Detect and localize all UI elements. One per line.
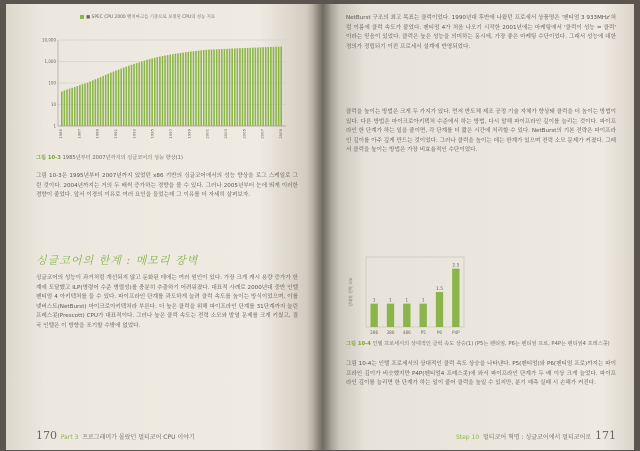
performance-bar xyxy=(113,72,115,126)
y-tick-label: 1,000 xyxy=(44,59,56,64)
performance-bar xyxy=(255,48,257,126)
x-category-label: P5 xyxy=(420,330,426,335)
performance-bar xyxy=(180,53,182,126)
performance-bar xyxy=(151,58,153,126)
performance-bar xyxy=(95,79,97,126)
performance-bar xyxy=(107,74,109,126)
performance-bar xyxy=(61,92,63,126)
performance-bar xyxy=(239,48,241,126)
performance-bar xyxy=(74,87,76,126)
bar-value-label: 1.5 xyxy=(436,287,443,292)
chart1-legend xyxy=(80,14,215,20)
performance-bar xyxy=(105,75,107,126)
performance-bar xyxy=(136,63,138,126)
x-tick-label: 1993 xyxy=(131,129,137,139)
caption-text: 1985년부터 2007년까지의 싱글코어의 성능 향상(1) xyxy=(62,155,183,161)
performance-bar xyxy=(120,69,122,126)
x-category-label: P6 xyxy=(436,330,443,335)
right-paragraph-3: 그림 10-4는 인텔 프로세서의 상대적인 클럭 속도 상승을 나타낸다. P5(펜티엄)와 P6(펜티엄 프로)까지는 파이프라인 깊이가 비슷했지만 P4P(펜티엄4 프레스콧)에 와서 파이프라인 단계가 두 배 이상 크게 늘었다. 파이프라인 깊이를 늘리면 한 단계가 하는 일이 줄어 클럭을 높일 수 있지만, 분기 예측 실패 시 손해가 커진다. xyxy=(346,361,616,387)
x-category-label: 286 xyxy=(370,330,379,335)
performance-bar xyxy=(195,51,197,126)
x-category-label: 486 xyxy=(402,330,411,335)
performance-bar xyxy=(185,52,187,126)
performance-bar xyxy=(270,47,272,126)
performance-bar xyxy=(167,55,169,126)
performance-bar xyxy=(218,49,220,126)
y-tick-label: 10,000 xyxy=(42,37,56,43)
performance-bar xyxy=(175,54,177,126)
section-title: 싱글코어의 한계 : 메모리 장벽 xyxy=(36,254,199,267)
right-page-number: 171 xyxy=(595,429,616,442)
performance-bar xyxy=(87,83,89,126)
clock-bar xyxy=(403,304,410,327)
performance-bar xyxy=(216,49,218,126)
performance-bar xyxy=(102,76,104,126)
performance-bar xyxy=(123,68,125,126)
right-paragraph-2: 클럭을 높이는 방법은 크게 두 가지가 있다. 먼저 반도체 제조 공정 기술 자체가 향상돼 클럭을 더 높이는 방법이 있다. 다른 방법은 마이크로아키텍처 수준에서 하는 방법, 다시 말해 파이프라인 깊이를 늘리는 것이다. 파이프라인 한 단계가 하는 일을 줄이면, 각 단계를 더 짧은 시간에 처리할 수 있다. NetBurst의 기본 전략은 파이프라인 깊이를 아주 깊게 만드는 것이었다. 그러나 클럭을 높이는 데는 한계가 있으며 전력 소모 문제가 커졌다. 그래서 클럭을 높이는 방법은 가장 비효율적인 수단이었다. xyxy=(346,109,616,154)
x-tick-label: 1985 xyxy=(58,129,63,139)
performance-bar xyxy=(229,49,231,126)
bar-value-label: 1 xyxy=(372,298,376,304)
y-tick-label: 10 xyxy=(50,102,56,107)
caption2-label: 그림 10-4 xyxy=(346,341,371,347)
left-footer-title: 프로그래머가 몰랐던 멀티코어 CPU 이야기 xyxy=(82,434,195,441)
right-footer-step: Step 10 xyxy=(455,434,480,441)
chart1-legend-text: ■ SPEC CPU 2000 벤치마크를 기준으로 보정된 CPU의 성능 지표 xyxy=(86,15,216,20)
x-tick-label: 1997 xyxy=(168,129,173,139)
bar-value-label: 1 xyxy=(405,298,409,304)
figure-10-3-caption xyxy=(36,154,296,162)
performance-bar xyxy=(252,48,254,126)
left-footer xyxy=(36,429,195,442)
x-tick-label: 1995 xyxy=(149,129,155,139)
performance-bar xyxy=(89,81,91,126)
performance-bar xyxy=(172,54,174,126)
performance-bar xyxy=(242,48,244,126)
right-footer-title: 멀티코어 혁명 : 싱글코어에서 멀티코어로 xyxy=(482,434,592,441)
performance-bar xyxy=(115,71,117,126)
clock-bar xyxy=(387,304,394,327)
y-tick-label: 1 xyxy=(53,123,56,129)
performance-bar xyxy=(247,48,249,126)
x-tick-label: 2003 xyxy=(223,129,228,139)
clock-bar xyxy=(419,304,426,327)
performance-bar xyxy=(278,47,280,126)
clock-bar xyxy=(436,292,443,327)
performance-bar xyxy=(200,50,202,126)
x-tick-label: 2005 xyxy=(241,129,247,139)
x-category-label: P4P xyxy=(451,330,460,335)
performance-bar xyxy=(177,53,179,126)
performance-bar xyxy=(203,50,205,126)
right-footer xyxy=(456,429,616,442)
left-paragraph-2: 싱글코어의 성능이 과거처럼 개선되지 않고 둔화된 데에는 여러 원인이 있다. 가장 크게 캐시 용량 증가가 한계에 도달했고 ILP(명령어 수준 병렬성)를 충분히 추출하기 어려워졌다. 대표적 사례로 2000년대 중반 인텔 펜티엄 4 아키텍처를 들 수 있다. 파이프라인 단계를 과도하게 늘려 클럭 속도를 높이는 방식이었으며, 이를 넷버스트(NetBurst) 마이크로아키텍처라 부른다. 더 높은 클럭을 위해 파이프라인 단계를 31단계까지 늘린 프레스콧(Prescott) CPU가 대표적이다. 그러나 높은 클럭 속도는 전력 소모와 발열 문제를 크게 키웠고, 결국 인텔은 이 방향을 포기할 수밖에 없었다. xyxy=(36,275,298,329)
performance-bar xyxy=(159,57,161,126)
performance-bar xyxy=(213,49,215,126)
performance-bar xyxy=(169,55,171,126)
bar-value-label: 1 xyxy=(421,298,425,304)
performance-bar xyxy=(92,80,94,126)
performance-bar xyxy=(149,59,151,126)
performance-bar xyxy=(182,53,184,126)
performance-bar xyxy=(146,60,148,126)
performance-bar xyxy=(265,47,267,126)
left-paragraph-1: 그림 10-3은 1995년부터 2007년까지 있었던 x86 기반의 싱글코어에서의 성능 향상을 로그 스케일로 그린 것이다. 2004년까지는 거의 두 배씩 증가하는 경향을 볼 수 있다. 그러나 2005년부터 눈에 띄게 이러한 경향이 줄었다. 앞서 이경의 이유로 여러 요인을 들었는데 그 이유를 더 자세히 살펴보자. xyxy=(36,173,298,199)
performance-bar xyxy=(69,89,71,126)
caption2-text: 인텔 프로세서의 상대적인 클럭 속도 상승(1) (P5는 펜티엄, P6는 펜티엄 프로, P4P는 펜티엄4 프레스콧) xyxy=(372,341,610,347)
left-page-number: 170 xyxy=(36,429,57,442)
performance-bar xyxy=(162,56,164,126)
performance-bar xyxy=(126,67,128,126)
performance-bar xyxy=(128,66,130,126)
clock-bar xyxy=(452,269,459,327)
figure-10-4-caption xyxy=(346,340,616,348)
x-tick-label: 2007 xyxy=(259,129,265,139)
performance-bar xyxy=(206,50,208,126)
x-tick-label: 2009 xyxy=(278,129,283,139)
performance-bar xyxy=(131,65,133,126)
performance-bar xyxy=(208,50,210,126)
performance-bar xyxy=(64,90,66,126)
performance-bar xyxy=(97,78,99,126)
left-page xyxy=(6,4,322,450)
x-tick-label: 1989 xyxy=(94,129,100,139)
x-category-label: 386 xyxy=(386,330,395,335)
performance-bar xyxy=(141,62,143,127)
performance-bar xyxy=(237,48,239,126)
performance-bar xyxy=(211,50,213,126)
right-page xyxy=(322,4,634,450)
x-tick-label: 2001 xyxy=(204,129,210,139)
performance-bar xyxy=(257,47,259,126)
performance-bar xyxy=(221,49,223,126)
y-axis-label: 상대적 전력 소모 xyxy=(348,277,353,307)
performance-bar xyxy=(268,47,270,126)
performance-bar xyxy=(154,58,156,126)
cpu-performance-chart xyxy=(36,26,294,150)
performance-bar xyxy=(190,52,192,126)
performance-bar xyxy=(273,47,275,126)
x-tick-label: 1999 xyxy=(186,129,192,139)
x-tick-label: 1987 xyxy=(76,129,82,139)
performance-bar xyxy=(110,73,112,126)
performance-bar xyxy=(198,51,200,126)
performance-bar xyxy=(144,61,146,126)
performance-bar xyxy=(76,86,78,126)
bar-value-label: 2.5 xyxy=(452,263,460,269)
performance-bar xyxy=(275,47,277,126)
clock-speed-chart xyxy=(346,249,470,344)
performance-bar xyxy=(260,47,262,126)
left-footer-part: Part 3 xyxy=(60,434,79,441)
performance-bar xyxy=(118,70,120,126)
x-tick-label: 1991 xyxy=(113,129,118,139)
performance-bar xyxy=(138,62,140,126)
performance-bar xyxy=(244,48,246,126)
performance-bar xyxy=(231,49,233,126)
performance-bar xyxy=(84,83,86,126)
performance-bar xyxy=(249,48,251,126)
performance-bar xyxy=(224,49,226,126)
y-tick-label: 100 xyxy=(48,80,56,86)
open-book xyxy=(6,4,634,450)
performance-bar xyxy=(262,47,264,126)
performance-bar xyxy=(79,85,81,126)
right-paragraph-1: NetBurst 구조의 최고 목표는 클럭이었다. 1990년대 후반에 나왔던 프로세서 상품명은 '펜티엄 3 933MHz'처럼 이름에 클럭 속도가 붙었다. 펜티엄 4가 처음 나오기 시작한 2001년에는 마케팅에서 '클럭이 성능 = 클럭' 이라는 믿음이 있었다. 클럭은 높은 성능을 의미하는 동시에, 가장 좋은 마케팅 수단이었다. 그래서 성능에 대한 정의가 정립되기 이전 프로세서 설계에 반영되었다. xyxy=(346,15,616,50)
performance-bar xyxy=(164,56,166,126)
performance-bar xyxy=(100,77,102,126)
clock-bar xyxy=(370,304,377,327)
bar-value-label: 1 xyxy=(389,298,392,304)
performance-bar xyxy=(82,84,84,126)
performance-bar xyxy=(193,51,195,126)
performance-bar xyxy=(226,49,228,126)
performance-bar xyxy=(280,46,282,126)
performance-bar xyxy=(234,48,236,126)
performance-bar xyxy=(66,89,68,126)
performance-bar xyxy=(133,64,135,126)
performance-bar xyxy=(157,57,159,126)
plot-frame xyxy=(366,257,464,327)
caption-label: 그림 10-3 xyxy=(36,155,61,161)
performance-bar xyxy=(71,88,73,126)
performance-bar xyxy=(187,52,189,126)
legend-swatch xyxy=(80,15,84,19)
